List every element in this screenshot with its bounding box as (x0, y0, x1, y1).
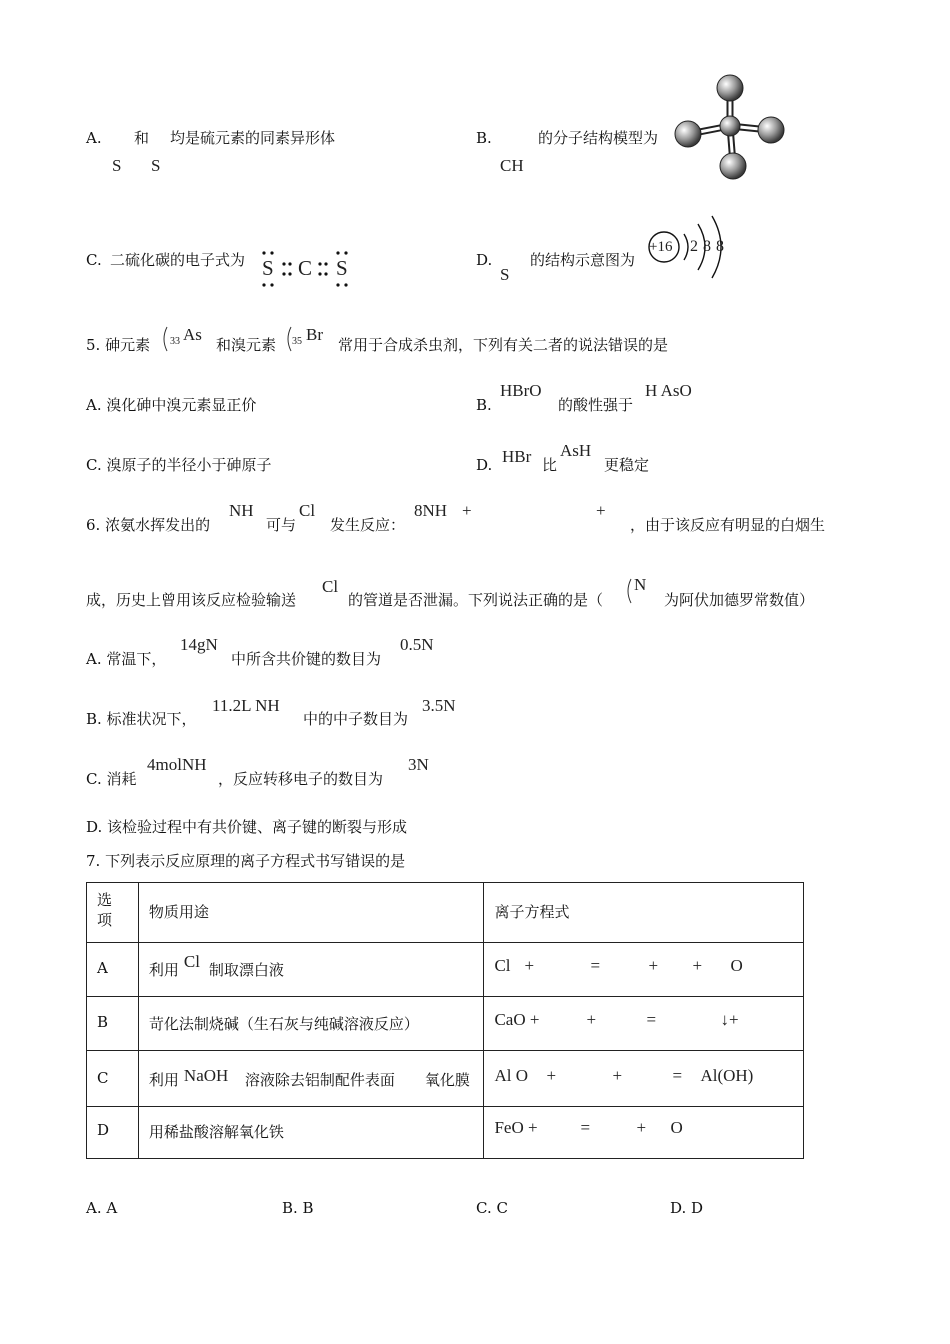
row-c-option: C (97, 1069, 109, 1087)
q6-stem-part2: 可与 (266, 516, 297, 534)
electron-shells: 2 8 8 (690, 238, 724, 255)
q5-option-d-text: 更稳定 (604, 456, 650, 474)
q7-answer-b: B. B (282, 1199, 314, 1217)
q4-option-d-formula: S (500, 265, 510, 284)
q4-option-b-text: 的分子结构模型为 (538, 129, 659, 147)
q6-option-b-part1: B. 标准状况下， (86, 710, 197, 728)
row-b-option: B (97, 1013, 109, 1031)
q6-option-a-value: 0.5N (400, 635, 434, 654)
left-paren-icon (284, 326, 292, 352)
q6-equation-plus2: + (596, 501, 606, 520)
row-b-eq-plus: + (586, 1010, 597, 1029)
row-d-use: 用稀盐酸溶解氧化铁 (148, 1123, 284, 1141)
as-atomic-number: 33 (170, 336, 180, 347)
row-a-eq-plus3: + (692, 956, 703, 975)
q4-option-c-label: C. (86, 251, 102, 269)
row-a-eq-equals: = (590, 956, 601, 975)
cs2-atom-s2: S (336, 256, 348, 280)
table-row (87, 1051, 804, 1107)
q6-line2-part3: 为阿伏加德罗常数值） (664, 591, 815, 609)
row-c-eq-plus2: + (612, 1066, 623, 1085)
q5-stem-part2: 和溴元素 (216, 336, 277, 354)
q6-option-c-value: 3N (408, 755, 429, 774)
header-use-label: 物质用途 (148, 903, 209, 921)
q6-option-c-part1: C. 消耗 (86, 770, 137, 788)
row-d-option: D (97, 1121, 110, 1139)
q4-option-d-text: 的结构示意图为 (530, 251, 636, 269)
q4-option-b-label: B. (476, 129, 492, 147)
q6-option-a-part2: 中所含共价键的数目为 (231, 650, 382, 668)
q6-option-c-part2: ，反应转移电子的数目为 (218, 770, 384, 788)
header-equation (484, 883, 804, 943)
q5-stem-part1: 5. 砷元素 (86, 336, 151, 354)
q5-option-b-text: 的酸性强于 (558, 396, 634, 414)
q6-line2-part1: 成，历史上曾用该反应检验输送 (86, 591, 297, 609)
q6-option-c-formula: 4molNH (147, 755, 207, 774)
row-a-eq-water: O (730, 956, 743, 975)
table-row (87, 943, 804, 997)
q5-option-b-formula1: HBrO (500, 381, 542, 400)
q6-stem-part1: 6. 浓氨水挥发出的 (86, 516, 211, 534)
cs2-atom-c: C (298, 256, 313, 280)
header-option (87, 883, 139, 943)
header-use (138, 883, 484, 943)
q4-option-a-and: 和 (134, 129, 150, 147)
row-a-option: A (97, 959, 108, 977)
row-c-eq-product: Al(OH) (700, 1066, 754, 1085)
q4-option-a-text: 均是硫元素的同素异形体 (170, 129, 336, 147)
q5-option-c: C. 溴原子的半径小于砷原子 (86, 456, 272, 474)
q5-option-d-label: D. (476, 456, 493, 474)
cs2-electron-formula (258, 248, 358, 290)
q6-stem-part4: ，由于该反应有明显的白烟生 (630, 516, 826, 534)
q5-stem-part3: 常用于合成杀虫剂，下列有关二者的说法错误的是 (338, 336, 669, 354)
row-a-use-part1: 利用 (148, 961, 179, 979)
row-a-use-formula: Cl (183, 952, 200, 971)
row-d-eq-equals: = (580, 1118, 591, 1137)
q6-option-a-formula: 14gN (180, 635, 218, 654)
electron-dots-icon (258, 248, 358, 290)
q5-option-d-mid: 比 (542, 456, 558, 474)
methane-model-icon (670, 72, 790, 182)
q6-avogadro-symbol: N (634, 575, 647, 594)
q5-option-d-formula1: HBr (502, 447, 532, 466)
q7-answer-d: D. D (670, 1199, 704, 1217)
row-c-use-part1: 利用 (148, 1071, 179, 1089)
q6-option-b-value: 3.5N (422, 696, 456, 715)
row-a-use-part2: 制取漂白液 (208, 961, 284, 979)
q5-option-d-formula2: AsH (560, 441, 592, 460)
sulfide-structure-diagram (646, 210, 736, 286)
table-row (87, 997, 804, 1051)
row-b-eq-equals: = (646, 1010, 657, 1029)
row-b-eq-cao: CaO + (494, 1010, 540, 1029)
row-c-eq-equals: = (672, 1066, 683, 1085)
cs2-atom-s1: S (262, 256, 274, 280)
row-d-eq-feo: FeO + (494, 1118, 538, 1137)
q6-equation-plus1: + (462, 501, 472, 520)
row-d-eq-plus: + (636, 1118, 647, 1137)
br-atomic-number: 35 (292, 336, 302, 347)
q6-cl2: Cl (299, 501, 316, 520)
q6-option-b-part2: 中的中子数目为 (303, 710, 409, 728)
q7-answer-a: A. A (86, 1199, 118, 1217)
row-c-eq-al2o3: Al O (494, 1066, 528, 1085)
q4-option-a-label: A. (86, 129, 102, 147)
q6-line2-cl2: Cl (322, 577, 339, 596)
table-header-row (87, 883, 804, 943)
br-symbol: Br (306, 325, 323, 344)
q6-nh3: NH (229, 501, 254, 520)
q4-option-b-formula: CH (500, 156, 524, 175)
q6-option-d: D. 该检验过程中有共价键、离子键的断裂与形成 (86, 818, 408, 836)
q7-answer-c: C. C (476, 1199, 508, 1217)
row-a-eq-cl2: Cl (494, 956, 511, 975)
row-c-use-part2: 溶液除去铝制配件表面 (244, 1071, 395, 1089)
q4-option-a-s1: S (112, 156, 122, 175)
q6-equation-reactant: 8NH (414, 501, 448, 520)
table-row (87, 1107, 804, 1159)
q6-option-b-formula: 11.2L NH (212, 696, 280, 715)
q4-option-d-label: D. (476, 251, 493, 269)
q4-option-a-s2: S (151, 156, 161, 175)
left-paren-icon (160, 326, 168, 352)
header-option-label: 选 项 (97, 891, 113, 929)
row-d-eq-water: O (670, 1118, 683, 1137)
row-b-eq-precipitate: ↓+ (720, 1010, 739, 1029)
header-equation-label: 离子方程式 (494, 903, 570, 921)
row-c-use-formula: NaOH (183, 1066, 229, 1085)
row-a-eq-plus2: + (648, 956, 659, 975)
left-paren-icon (624, 578, 632, 604)
q4-option-c-text: 二硫化碳的电子式为 (110, 251, 246, 269)
q7-stem: 7. 下列表示反应原理的离子方程式书写错误的是 (86, 852, 406, 870)
q7-table (86, 882, 804, 1159)
q6-option-a-part1: A. 常温下， (86, 650, 167, 668)
nucleus-charge: +16 (649, 239, 673, 255)
q6-stem-part3: 发生反应： (330, 516, 406, 534)
row-a-eq-plus: + (524, 956, 535, 975)
row-c-use-part3: 氧化膜 (424, 1071, 470, 1089)
q6-line2-part2: 的管道是否泄漏。下列说法正确的是（ (348, 591, 604, 609)
q5-option-b-formula2: H AsO (645, 381, 692, 400)
q5-option-b-label: B. (476, 396, 492, 414)
row-c-eq-plus: + (546, 1066, 557, 1085)
as-symbol: As (183, 325, 202, 344)
row-b-use: 苛化法制烧碱（生石灰与纯碱溶液反应） (148, 1015, 419, 1033)
q5-option-a: A. 溴化砷中溴元素显正价 (86, 396, 257, 414)
